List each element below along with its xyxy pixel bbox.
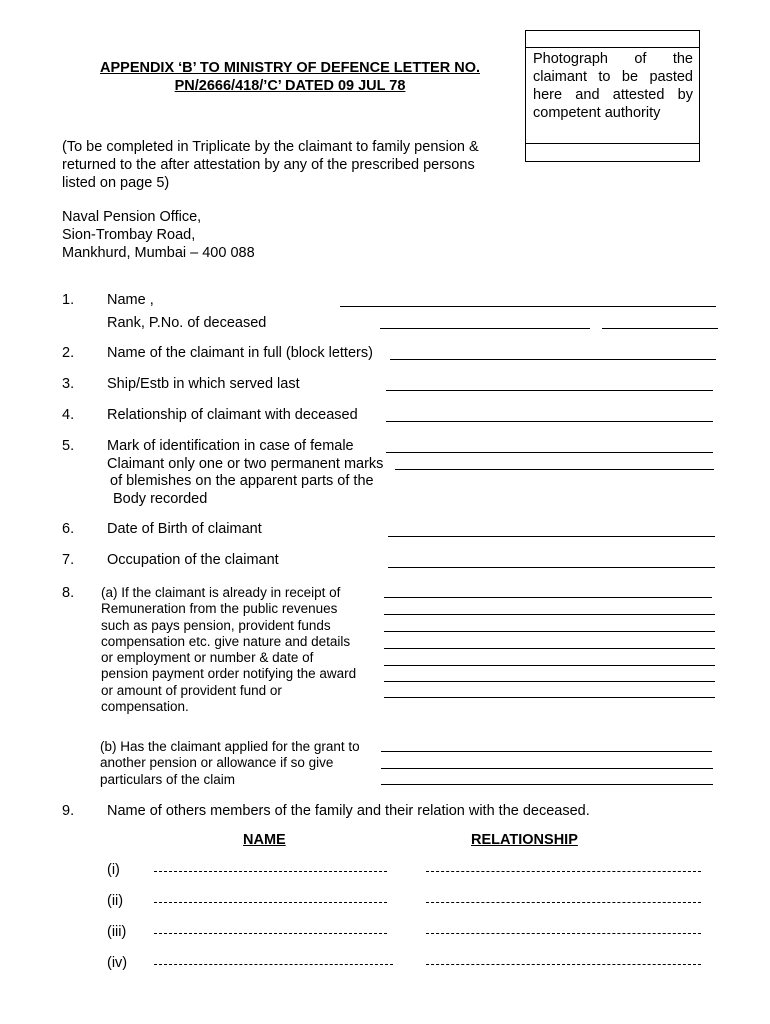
claimant-name-field[interactable] xyxy=(390,359,716,360)
family-relationship-field-2[interactable] xyxy=(426,902,701,903)
item-5-line-1: Mark of identification in case of female xyxy=(107,438,354,454)
photo-box xyxy=(525,30,700,162)
family-row-label: (iii) xyxy=(107,924,127,940)
name-field[interactable] xyxy=(340,306,716,307)
photo-instruction: Photograph of the claimant to be pasted here and attested by competent authority xyxy=(533,51,693,121)
item-1-number: 1. xyxy=(62,292,75,308)
title-line-2: PN/2666/418/’C’ DATED 09 JUL 78 xyxy=(174,78,406,94)
item-5-line-2: Claimant only one or two permanent marks xyxy=(107,456,384,472)
family-row-label: (iv) xyxy=(107,955,128,971)
item-8a-text: (a) If the claimant is already in receipt of Remuneration from the public revenues such as pays pension, provident funds compensation etc. give nature and details or employment or number & date of pension payment order notifying the award or amount of provident fund or compensation. xyxy=(101,585,357,715)
family-relationship-field-3[interactable] xyxy=(426,933,701,934)
item-8b-text: (b) Has the claimant applied for the grant to another pension or allowance if so give particulars of the claim xyxy=(100,739,360,787)
item-2-number: 2. xyxy=(62,345,75,361)
item-8-number: 8. xyxy=(62,585,75,601)
rank-field[interactable] xyxy=(380,328,590,329)
item-5-line-4: Body recorded xyxy=(113,491,208,507)
title-line-1: APPENDIX ‘B’ TO MINISTRY OF DEFENCE LETTER NO. xyxy=(100,60,480,76)
remuneration-field-6[interactable] xyxy=(384,681,715,682)
address-line-1: Naval Pension Office, xyxy=(62,209,202,225)
remuneration-field-2[interactable] xyxy=(384,614,715,615)
instructions-text: (To be completed in Triplicate by the claimant to family pension & returned to the after attestation by any of the prescribed persons listed on page 5) xyxy=(62,139,479,191)
remuneration-field-3[interactable] xyxy=(384,631,715,632)
item-1-sublabel: Rank, P.No. of deceased xyxy=(107,315,267,331)
family-relationship-field-1[interactable] xyxy=(426,871,701,872)
relationship-field[interactable] xyxy=(386,421,713,422)
item-2-label: Name of the claimant in full (block letters) xyxy=(107,345,373,361)
photo-box-top-band xyxy=(526,31,699,48)
item-4-number: 4. xyxy=(62,407,75,423)
identification-field-1[interactable] xyxy=(386,452,713,453)
other-pension-field-3[interactable] xyxy=(381,784,713,785)
item-5-line-3: of blemishes on the apparent parts of the xyxy=(110,473,374,489)
address-line-3: Mankhurd, Mumbai – 400 088 xyxy=(62,245,255,261)
column-header-name: NAME xyxy=(243,832,286,848)
item-3-label: Ship/Estb in which served last xyxy=(107,376,300,392)
remuneration-field-1[interactable] xyxy=(384,597,712,598)
item-6-label: Date of Birth of claimant xyxy=(107,521,262,537)
item-9-label: Name of others members of the family and their relation with the deceased. xyxy=(107,803,590,819)
column-header-relationship: RELATIONSHIP xyxy=(471,832,578,848)
remuneration-field-7[interactable] xyxy=(384,697,715,698)
photo-box-bottom-band xyxy=(526,143,699,161)
item-7-number: 7. xyxy=(62,552,75,568)
family-name-field-1[interactable] xyxy=(154,871,387,872)
pno-field[interactable] xyxy=(602,328,718,329)
family-relationship-field-4[interactable] xyxy=(426,964,701,965)
other-pension-field-2[interactable] xyxy=(381,768,713,769)
item-9-number: 9. xyxy=(62,803,75,819)
family-name-field-4[interactable] xyxy=(154,964,393,965)
other-pension-field-1[interactable] xyxy=(381,751,712,752)
remuneration-field-5[interactable] xyxy=(384,665,715,666)
identification-field-2[interactable] xyxy=(395,469,714,470)
occupation-field[interactable] xyxy=(388,567,715,568)
item-4-label: Relationship of claimant with deceased xyxy=(107,407,358,423)
remuneration-field-4[interactable] xyxy=(384,648,715,649)
address-line-2: Sion-Trombay Road, xyxy=(62,227,196,243)
item-6-number: 6. xyxy=(62,521,75,537)
item-7-label: Occupation of the claimant xyxy=(107,552,279,568)
item-1-label: Name , xyxy=(107,292,154,308)
dob-field[interactable] xyxy=(388,536,715,537)
family-row-label: (ii) xyxy=(107,893,124,909)
family-row-label: (i) xyxy=(107,862,120,878)
item-3-number: 3. xyxy=(62,376,75,392)
family-name-field-2[interactable] xyxy=(154,902,387,903)
item-5-number: 5. xyxy=(62,438,75,454)
family-name-field-3[interactable] xyxy=(154,933,387,934)
ship-estb-field[interactable] xyxy=(386,390,713,391)
